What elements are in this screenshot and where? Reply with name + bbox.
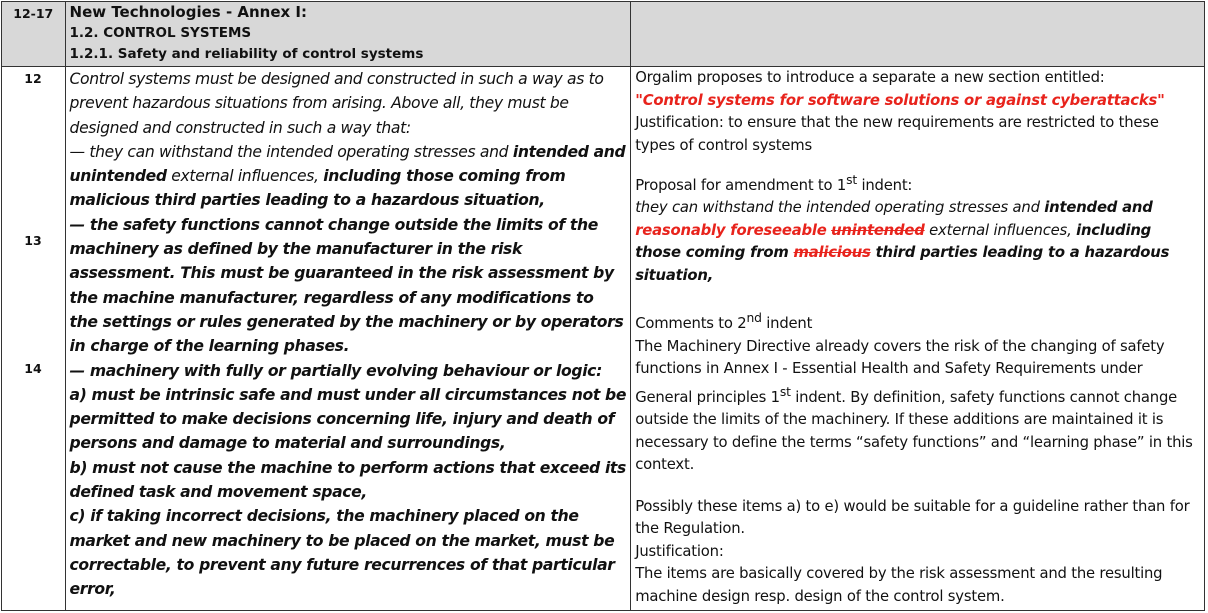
comments-heading-text: Comments to 2	[635, 315, 747, 333]
comment-text	[635, 67, 1200, 608]
intro-text: Control systems must be designed and constructed in such a way as to prevent hazardous situations from arising. Above all, they must be designed and constructed in such a way that:	[69, 70, 604, 137]
comments-heading-sup: nd	[746, 311, 762, 326]
indent1-text-a: — they can withstand the intended operating stresses and	[69, 142, 513, 161]
comments-text-sup: st	[779, 384, 791, 399]
guideline-justification: The items are basically covered by the risk assessment and the resulting machine design resp. design of the control system.	[635, 565, 1163, 605]
guideline-suggestion: Possibly these items a) to e) would be suitable for a guideline rather than for the Regulation.	[635, 497, 1190, 538]
indent1-text-c: external influences,	[166, 167, 324, 186]
comments-heading	[635, 307, 1200, 335]
header-empty-cell	[631, 2, 1205, 67]
amendment-text-b: intended and	[1044, 199, 1153, 217]
amendment-text-h: third parties leading to a hazardous situation,	[635, 244, 1170, 284]
row-number-14: 14	[24, 361, 42, 376]
amendment-text	[635, 197, 1200, 287]
header-range: 12-17	[13, 6, 54, 21]
row-number-13: 13	[24, 233, 42, 248]
guideline-justification-label: Justification:	[635, 542, 724, 560]
amendment-deleted-malicious: malicious	[793, 244, 871, 262]
amendment-inserted-text: reasonably foreseeable	[635, 221, 827, 239]
item-a-text: a) must be intrinsic safe and must under all circumstances not be permitted to make decisions concerning life, injury and death of persons and damage to material and surroundings,	[69, 385, 627, 453]
amendment-text-e: external influences,	[924, 221, 1077, 239]
comments-text-a: The Machinery Directive already covers the risk of the changing of safety functions in Annex I - Essential Health and Safety Requirements under General principles 1	[635, 337, 1165, 406]
amendment-heading-text: Proposal for amendment to 1	[635, 176, 847, 194]
table-header-row	[2, 2, 1205, 67]
amendment-heading	[635, 169, 1200, 197]
item-c-text: c) if taking incorrect decisions, the machinery placed on the market and new machinery to be placed on the market, must be correctable, to prevent any future recurrences of that particular error,	[69, 507, 615, 599]
comment-cell	[631, 67, 1205, 611]
content-row	[2, 67, 1205, 611]
amendment-text-f: including those coming from	[635, 221, 1152, 262]
row-number-cell	[2, 67, 66, 611]
comments-text-b: indent. By definition, safety functions cannot change outside the limits of the machinery. If these additions are maintained it is necessary to define the terms “safety functions” and “learning phase” in this context.	[635, 388, 1193, 474]
indent3-text: — machinery with fully or partially evolving behaviour or logic:	[69, 361, 602, 380]
annex-comment-table	[1, 1, 1205, 611]
amendment-heading-sup: st	[846, 173, 857, 187]
amendment-heading-tail: indent:	[856, 176, 913, 194]
indent1-text-d: including those coming from malicious third parties leading to a hazardous situation,	[69, 167, 566, 210]
row-number-12: 12	[24, 71, 42, 86]
item-b-text: b) must not cause the machine to perform actions that exceed its defined task and movement space,	[69, 458, 626, 502]
proposed-section-title: "Control systems for software solutions or against cyberattacks"	[635, 91, 1165, 109]
indent2-text: — the safety functions cannot change outside the limits of the machinery as defined by the manufacturer in the risk assessment. This must be guaranteed in the risk assessment by the machine manufacturer, regardless of any modifications to the settings or rules generated by the machinery or by operators in charge of the learning phases.	[69, 215, 624, 356]
header-section: 1.2. CONTROL SYSTEMS	[69, 25, 252, 41]
amendment-text-a: they can withstand the intended operating stresses and	[635, 199, 1045, 217]
comments-text	[635, 336, 1200, 477]
header-range-cell	[2, 2, 66, 67]
indent1-text-b: intended and unintended	[69, 142, 626, 186]
proposal-justification: Justification: to ensure that the new requirements are restricted to these types of control systems	[635, 114, 1159, 154]
original-text	[70, 67, 627, 602]
amendment-deleted-text: unintended	[831, 221, 925, 239]
header-title-cell	[65, 2, 631, 67]
original-text-cell	[65, 67, 631, 611]
comments-heading-tail: indent	[761, 315, 813, 333]
proposal-intro: Orgalim proposes to introduce a separate a new section entitled:	[635, 69, 1105, 86]
header-title: New Technologies - Annex I:	[69, 3, 308, 21]
header-subsection: 1.2.1. Safety and reliability of control systems	[69, 46, 424, 62]
